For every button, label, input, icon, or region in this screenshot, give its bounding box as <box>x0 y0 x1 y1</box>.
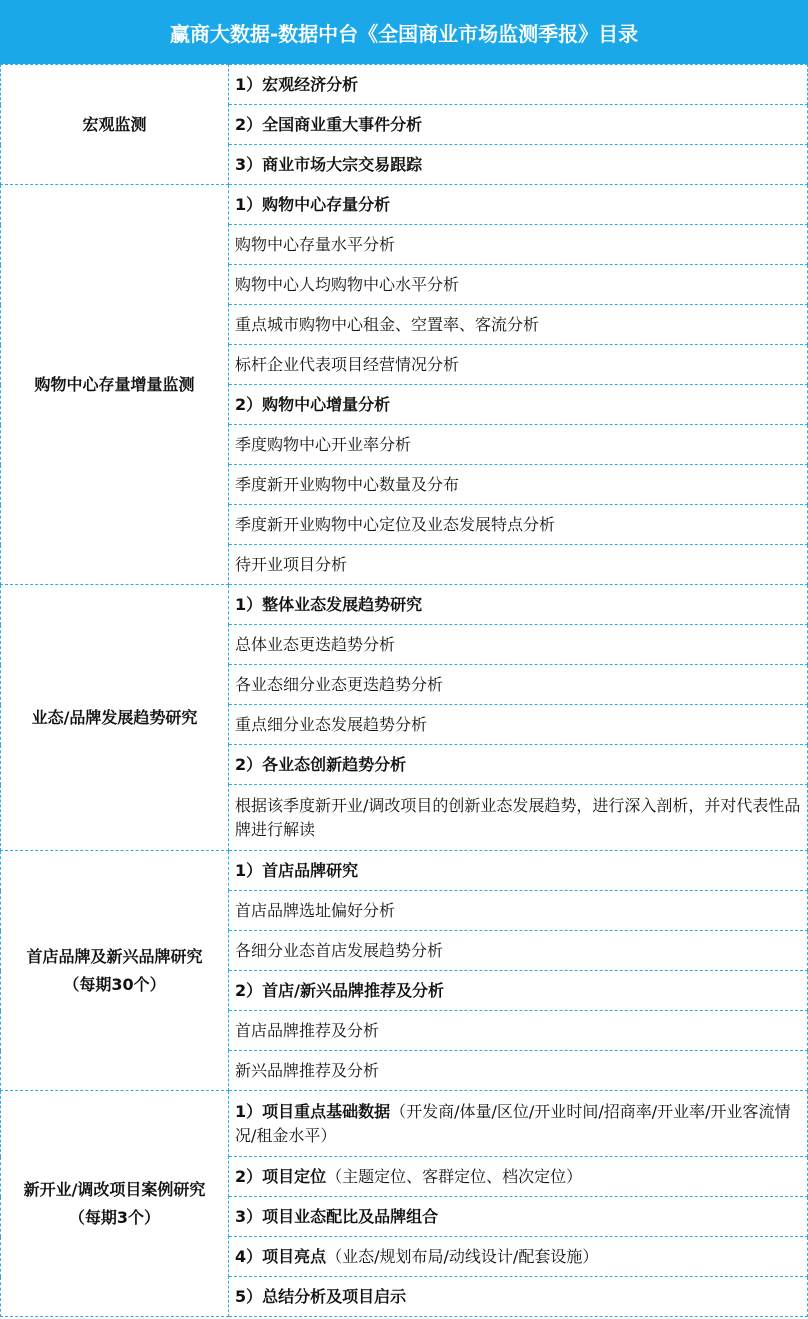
item-text: 各细分业态首店发展趋势分析 <box>235 940 444 960</box>
table-row <box>1 65 808 105</box>
table-row <box>1 585 808 625</box>
section-item <box>229 425 808 465</box>
item-heading: 1）宏观经济分析 <box>235 74 359 94</box>
item-text: 标杆企业代表项目经营情况分析 <box>235 354 460 374</box>
section-category-label: 购物中心存量增量监测 <box>34 374 195 394</box>
item-text: 首店品牌推荐及分析 <box>235 1020 380 1040</box>
section-item <box>229 971 808 1011</box>
section-item <box>229 385 808 425</box>
section-item <box>229 1011 808 1051</box>
section-item <box>229 745 808 785</box>
item-text: 首店品牌选址偏好分析 <box>235 900 396 920</box>
table-row <box>1 851 808 891</box>
item-text: 购物中心人均购物中心水平分析 <box>235 274 460 294</box>
item-heading: 1）首店品牌研究 <box>235 860 359 880</box>
item-heading: 1）项目重点基础数据 <box>235 1101 391 1121</box>
section-category-label: 首店品牌及新兴品牌研究 <box>26 946 203 966</box>
item-text: 季度新开业购物中心定位及业态发展特点分析 <box>235 514 556 534</box>
section-item <box>229 1051 808 1091</box>
section-item <box>229 345 808 385</box>
section-item <box>229 505 808 545</box>
item-heading: 3）商业市场大宗交易跟踪 <box>235 154 423 174</box>
section-item <box>229 1197 808 1237</box>
section-item <box>229 105 808 145</box>
item-heading: 2）首店/新兴品牌推荐及分析 <box>235 980 444 1000</box>
section-item <box>229 265 808 305</box>
item-text: 购物中心存量水平分析 <box>235 234 396 254</box>
item-text: 新兴品牌推荐及分析 <box>235 1060 380 1080</box>
page-title: 赢商大数据-数据中台《全国商业市场监测季报》目录 <box>0 0 808 64</box>
section-item <box>229 1091 808 1157</box>
section-category <box>1 65 229 185</box>
section-item <box>229 305 808 345</box>
table-row <box>1 185 808 225</box>
table-row <box>1 1091 808 1157</box>
item-heading: 2）全国商业重大事件分析 <box>235 114 423 134</box>
item-heading: 2）购物中心增量分析 <box>235 394 391 414</box>
section-item <box>229 665 808 705</box>
section-item <box>229 225 808 265</box>
section-item <box>229 931 808 971</box>
item-heading: 1）整体业态发展趋势研究 <box>235 594 423 614</box>
section-item <box>229 785 808 851</box>
section-category-note: （每期30个） <box>63 974 166 994</box>
section-item <box>229 1157 808 1197</box>
section-item <box>229 1237 808 1277</box>
section-item <box>229 545 808 585</box>
item-text: 待开业项目分析 <box>235 554 348 574</box>
item-text: 季度购物中心开业率分析 <box>235 434 412 454</box>
section-category <box>1 585 229 851</box>
section-item <box>229 705 808 745</box>
section-category <box>1 851 229 1091</box>
section-item <box>229 65 808 105</box>
section-item <box>229 185 808 225</box>
item-text: （主题定位、客群定位、档次定位） <box>326 1166 583 1186</box>
catalog-table <box>0 64 808 1317</box>
item-text: 重点城市购物中心租金、空置率、客流分析 <box>235 314 540 334</box>
item-text: （业态/规划布局/动线设计/配套设施） <box>326 1246 599 1266</box>
section-category <box>1 1091 229 1317</box>
item-text: 根据该季度新开业/调改项目的创新业态发展趋势，进行深入剖析，并对代表性品牌进行解读 <box>235 795 801 839</box>
item-text: 总体业态更迭趋势分析 <box>235 634 396 654</box>
item-heading: 5）总结分析及项目启示 <box>235 1286 407 1306</box>
item-heading: 2）各业态创新趋势分析 <box>235 754 407 774</box>
section-category-label: 宏观监测 <box>82 114 147 134</box>
item-heading: 2）项目定位 <box>235 1166 327 1186</box>
item-heading: 3）项目业态配比及品牌组合 <box>235 1206 439 1226</box>
item-heading: 4）项目亮点 <box>235 1246 327 1266</box>
section-item <box>229 851 808 891</box>
item-text: 季度新开业购物中心数量及分布 <box>235 474 460 494</box>
section-category <box>1 185 229 585</box>
item-text: 各业态细分业态更迭趋势分析 <box>235 674 444 694</box>
section-item <box>229 145 808 185</box>
section-item <box>229 625 808 665</box>
section-category-label: 新开业/调改项目案例研究 <box>23 1179 206 1199</box>
item-text: （开发商/体量/区位/开业时间/招商率/开业率/开业客流情况/租金水平） <box>235 1101 791 1145</box>
section-item <box>229 1277 808 1317</box>
section-item <box>229 465 808 505</box>
section-item <box>229 585 808 625</box>
item-text: 重点细分业态发展趋势分析 <box>235 714 428 734</box>
item-heading: 1）购物中心存量分析 <box>235 194 391 214</box>
section-category-note: （每期3个） <box>68 1207 161 1227</box>
section-item <box>229 891 808 931</box>
section-category-label: 业态/品牌发展趋势研究 <box>31 707 198 727</box>
